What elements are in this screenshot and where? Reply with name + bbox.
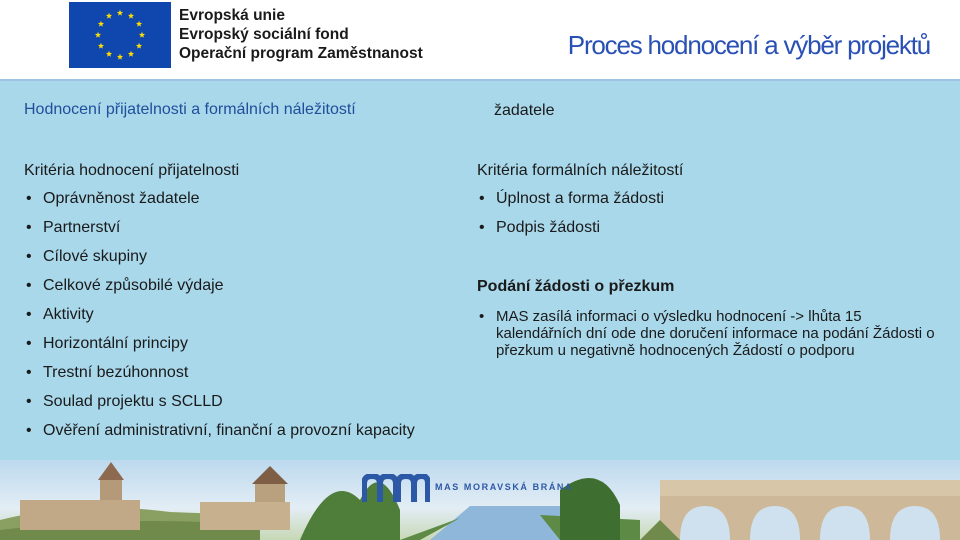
list-item: • Oprávněnost žadatele xyxy=(24,190,415,219)
content-area xyxy=(0,80,960,460)
eu-line-3: Operační program Zaměstnanost xyxy=(179,45,423,62)
review-heading: Podání žádosti o přezkum xyxy=(477,278,675,295)
eu-flag-icon xyxy=(69,2,171,68)
eu-line-2: Evropský sociální fond xyxy=(179,26,349,43)
list-item: • Partnerství xyxy=(24,219,415,248)
formal-criteria-list xyxy=(477,190,664,248)
mas-organization-name: MAS MORAVSKÁ BRÁNA xyxy=(435,482,574,492)
section-heading-right: žadatele xyxy=(494,102,555,119)
admissibility-criteria-list xyxy=(24,190,415,451)
slide-title: Proces hodnocení a výběr projektů xyxy=(567,30,930,60)
landscape-illustration xyxy=(0,460,960,540)
list-item: • Aktivity xyxy=(24,306,415,335)
formal-criteria-heading: Kritéria formálních náležitostí xyxy=(477,162,684,179)
list-item: • Cílové skupiny xyxy=(24,248,415,277)
eu-line-1: Evropská unie xyxy=(179,7,285,24)
list-item: • Trestní bezúhonnost xyxy=(24,364,415,393)
admissibility-heading: Kritéria hodnocení přijatelnosti xyxy=(24,162,240,179)
list-item: • Horizontální principy xyxy=(24,335,415,364)
eu-program-text xyxy=(179,6,439,63)
list-item: • Ověření administrativní, finanční a provozní kapacity xyxy=(24,422,415,451)
header-banner xyxy=(0,0,960,81)
list-item: • Celkové způsobilé výdaje xyxy=(24,277,415,306)
footer-landscape-banner xyxy=(0,460,960,540)
section-heading: Hodnocení přijatelnosti a formálních náležitostí xyxy=(24,101,356,118)
mas-logo-icon xyxy=(362,474,430,504)
list-item: • Úplnost a forma žádosti xyxy=(477,190,664,219)
list-item: • Soulad projektu s SCLLD xyxy=(24,393,415,422)
list-item: • Podpis žádosti xyxy=(477,219,664,248)
review-text: • MAS zasílá informaci o výsledku hodnocení -> lhůta 15 kalendářních dní ode dne doručení informace na podání Žádosti o přezkum u negativně hodnocených Žádostí o podporu xyxy=(477,308,936,359)
